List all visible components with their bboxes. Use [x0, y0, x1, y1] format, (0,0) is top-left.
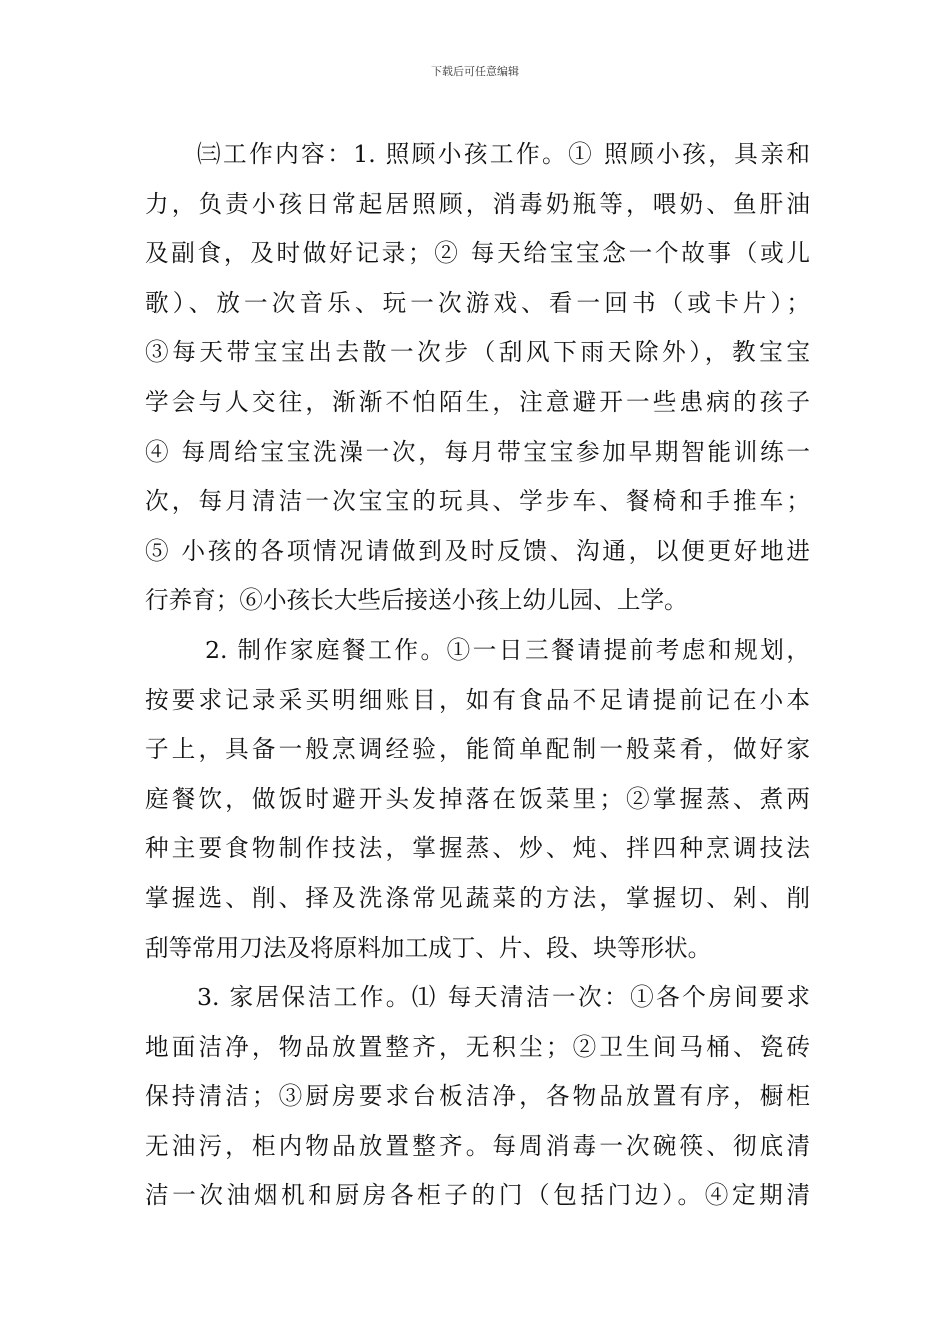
text-line: 3. 家居保洁工作。⑴ 每天清洁一次：①各个房间要求: [197, 983, 810, 1012]
text-line: 庭餐饮，做饭时避开头发掉落在饭菜里；②掌握蒸、煮两: [145, 784, 810, 813]
text-line: 洁一次油烟机和厨房各柜子的门（包括门边）。④定期清: [145, 1181, 810, 1210]
paragraph-family-meals: [145, 626, 810, 973]
paragraph-housekeeping: [145, 973, 810, 1221]
text-line: 保持清洁；③厨房要求台板洁净，各物品放置有序，橱柜: [145, 1082, 810, 1111]
paragraph-childcare: [145, 130, 810, 626]
text-line: 子上，具备一般烹调经验，能简单配制一般菜肴，做好家: [145, 735, 810, 764]
text-line: ⑤ 小孩的各项情况请做到及时反馈、沟通，以便更好地进: [145, 536, 810, 565]
text-line: 学会与人交往，渐渐不怕陌生，注意避开一些患病的孩子: [145, 387, 810, 416]
text-line: 地面洁净，物品放置整齐，无积尘；②卫生间马桶、瓷砖: [145, 1032, 810, 1061]
text-line: 种主要食物制作技法，掌握蒸、炒、炖、拌四种烹调技法: [145, 834, 810, 863]
text-line: 行养育；⑥小孩长大些后接送小孩上幼儿园、上学。: [145, 586, 688, 615]
text-line: ㈢工作内容：1. 照顾小孩工作。① 照顾小孩，具亲和: [197, 140, 810, 168]
text-line: 按要求记录采买明细账目，如有食品不足请提前记在小本: [145, 685, 810, 714]
text-line: 掌握选、削、择及洗涤常见蔬菜的方法，掌握切、剁、削: [145, 883, 810, 912]
text-line: 力，负责小孩日常起居照顾，消毒奶瓶等，喂奶、鱼肝油: [145, 189, 810, 218]
text-line: 刮等常用刀法及将原料加工成丁、片、段、块等形状。: [145, 933, 712, 962]
text-line: 2. 制作家庭餐工作。①一日三餐请提前考虑和规划，: [205, 635, 810, 664]
page-header: 下载后可任意编辑: [431, 65, 519, 78]
text-line: 及副食，及时做好记录；② 每天给宝宝念一个故事（或儿: [145, 239, 810, 268]
text-line: 次，每月清洁一次宝宝的玩具、学步车、餐椅和手推车；: [145, 487, 810, 516]
text-line: ④ 每周给宝宝洗澡一次，每月带宝宝参加早期智能训练一: [145, 437, 810, 466]
text-line: ③每天带宝宝出去散一次步（刮风下雨天除外），教宝宝: [145, 338, 810, 367]
document-body: [145, 130, 810, 1221]
text-line: 无油污，柜内物品放置整齐。每周消毒一次碗筷、彻底清: [145, 1131, 810, 1160]
text-line: 歌）、放一次音乐、玩一次游戏、看一回书（或卡片）；: [145, 288, 810, 317]
